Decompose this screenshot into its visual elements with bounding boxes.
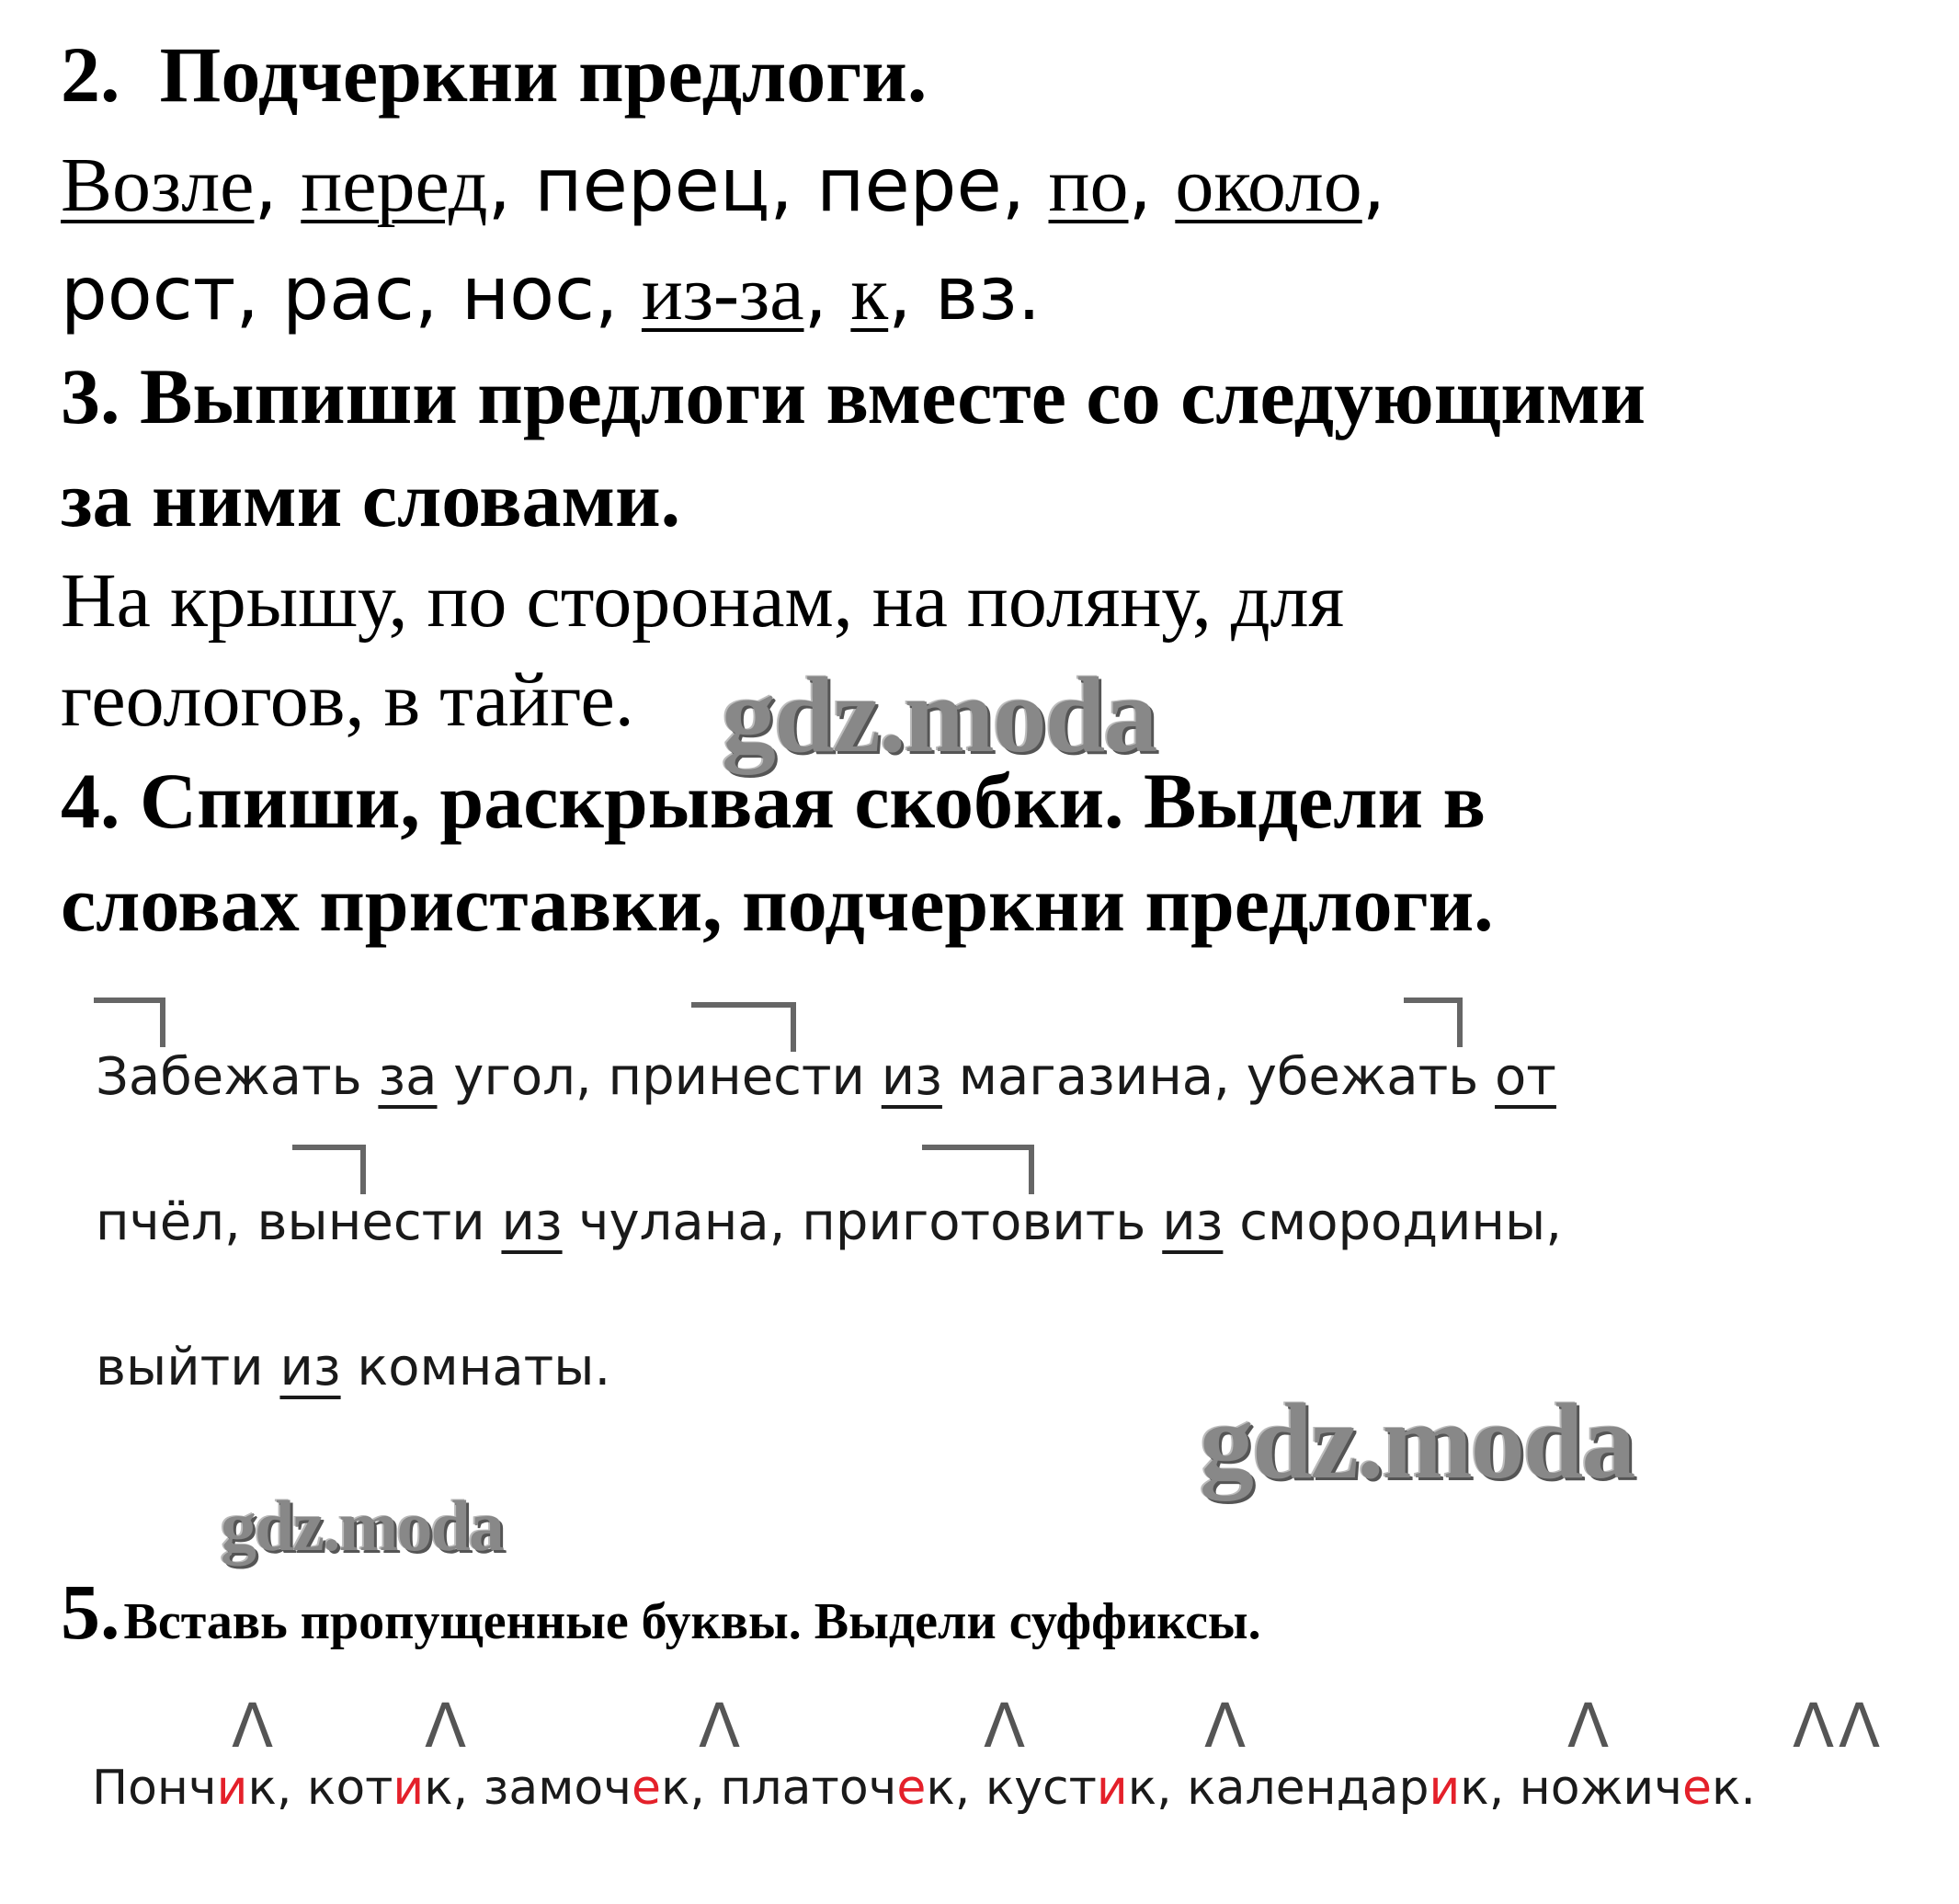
preposition-iz: из bbox=[1162, 1192, 1224, 1252]
task3-text-line2: геологов, в тайге. bbox=[61, 657, 634, 743]
prefix-mark bbox=[691, 1002, 796, 1052]
task5-words bbox=[92, 1761, 1756, 1816]
text-part: чулана, приготовить bbox=[562, 1192, 1163, 1252]
preposition-iz: из bbox=[501, 1192, 563, 1252]
task3-title-line1: 3. Выпиши предлоги вместе со следующими bbox=[61, 352, 1646, 440]
preposition-k: к bbox=[850, 251, 889, 336]
text-part: пчёл, вынести bbox=[96, 1192, 502, 1252]
missing-letter: и bbox=[393, 1761, 425, 1816]
prefix-mark bbox=[292, 1145, 366, 1194]
task2-number: 2. bbox=[61, 30, 120, 119]
task4-line3 bbox=[96, 1340, 610, 1396]
missing-letter: и bbox=[1429, 1761, 1461, 1816]
suffix-caret: Λ bbox=[984, 1691, 1026, 1761]
prefix-mark bbox=[922, 1145, 1034, 1194]
word-part: к, bbox=[247, 1761, 307, 1816]
task3-text-line1: На крышу, по сторонам, на поляну, для bbox=[61, 558, 1345, 644]
task4-title-line1: 4. Спиши, раскрывая скобки. Выдели в bbox=[61, 757, 1486, 845]
missing-letter: и bbox=[216, 1761, 248, 1816]
text-part: комнаты. bbox=[340, 1338, 611, 1397]
word-part: платоч bbox=[720, 1761, 897, 1816]
word-part: к, bbox=[660, 1761, 721, 1816]
missing-letter: и bbox=[1096, 1761, 1128, 1816]
prefix-mark bbox=[94, 998, 165, 1047]
text-part: угол, принести bbox=[437, 1047, 882, 1107]
task5-heading bbox=[61, 1570, 1261, 1676]
task5-number: 5. bbox=[61, 1568, 120, 1656]
word-part: ножич bbox=[1519, 1761, 1682, 1816]
suffix-caret: Λ bbox=[1793, 1691, 1835, 1761]
task4-line2 bbox=[96, 1192, 1563, 1252]
task5-title: Вставь пропущенные буквы. Выдели суффиксы. bbox=[123, 1593, 1261, 1650]
task2-heading bbox=[61, 30, 928, 119]
punct: , bbox=[1128, 143, 1176, 228]
task2-line1 bbox=[61, 143, 1386, 228]
missing-letter: е bbox=[1681, 1761, 1712, 1816]
text-part: выйти bbox=[96, 1338, 280, 1397]
word-part: к, bbox=[1460, 1761, 1520, 1816]
word-part: календар bbox=[1187, 1761, 1429, 1816]
word-part: Понч bbox=[92, 1761, 217, 1816]
watermark: gdz.moda bbox=[722, 655, 1156, 775]
preposition-po: по bbox=[1048, 143, 1129, 228]
task2-line2 bbox=[61, 251, 1042, 336]
word-part: к, bbox=[1127, 1761, 1188, 1816]
task4-line1 bbox=[96, 1047, 1556, 1107]
suffix-caret: Λ bbox=[1839, 1691, 1881, 1761]
word-part: к. bbox=[1711, 1761, 1756, 1816]
text-part: магазина, убежать bbox=[941, 1047, 1496, 1107]
preposition-okolo: около bbox=[1175, 143, 1362, 228]
punct: , bbox=[1361, 143, 1386, 228]
task4-title-line2: словах приставки, подчеркни предлоги. bbox=[61, 860, 1494, 948]
preposition-iz: из bbox=[279, 1338, 341, 1397]
plain-words: рост, рас, нос, bbox=[61, 251, 642, 336]
task3-title-line2: за ними словами. bbox=[61, 455, 681, 543]
suffix-caret: Λ bbox=[699, 1691, 741, 1761]
prefix-mark bbox=[1404, 998, 1463, 1047]
suffix-caret: Λ bbox=[232, 1691, 274, 1761]
watermark: gdz.moda bbox=[1200, 1381, 1634, 1501]
preposition-vozle: Возле bbox=[61, 143, 255, 228]
punct: , bbox=[803, 251, 851, 336]
missing-letter: е bbox=[896, 1761, 927, 1816]
missing-letter: е bbox=[631, 1761, 661, 1816]
suffix-caret: Λ bbox=[425, 1691, 467, 1761]
plain-words: , вз. bbox=[888, 251, 1042, 336]
preposition-za: за bbox=[378, 1047, 438, 1107]
preposition-ot: от bbox=[1495, 1047, 1556, 1107]
suffix-caret: Λ bbox=[1567, 1691, 1610, 1761]
word-part: кот bbox=[306, 1761, 393, 1816]
preposition-pered: перед bbox=[301, 143, 488, 228]
plain-words: , перец, пере, bbox=[487, 143, 1049, 228]
suffix-caret: Λ bbox=[1204, 1691, 1247, 1761]
word-part: куст bbox=[985, 1761, 1097, 1816]
word-part: к, bbox=[424, 1761, 484, 1816]
word-part: к, bbox=[926, 1761, 985, 1816]
text-part: смородины, bbox=[1223, 1192, 1563, 1252]
text-part: Забежать bbox=[96, 1047, 379, 1107]
preposition-iz-za: из-за bbox=[641, 251, 804, 336]
task2-title: Подчеркни предлоги. bbox=[159, 30, 928, 119]
watermark: gdz.moda bbox=[221, 1486, 503, 1566]
punct: , bbox=[254, 143, 302, 228]
preposition-iz: из bbox=[881, 1047, 942, 1107]
word-part: замоч bbox=[483, 1761, 632, 1816]
